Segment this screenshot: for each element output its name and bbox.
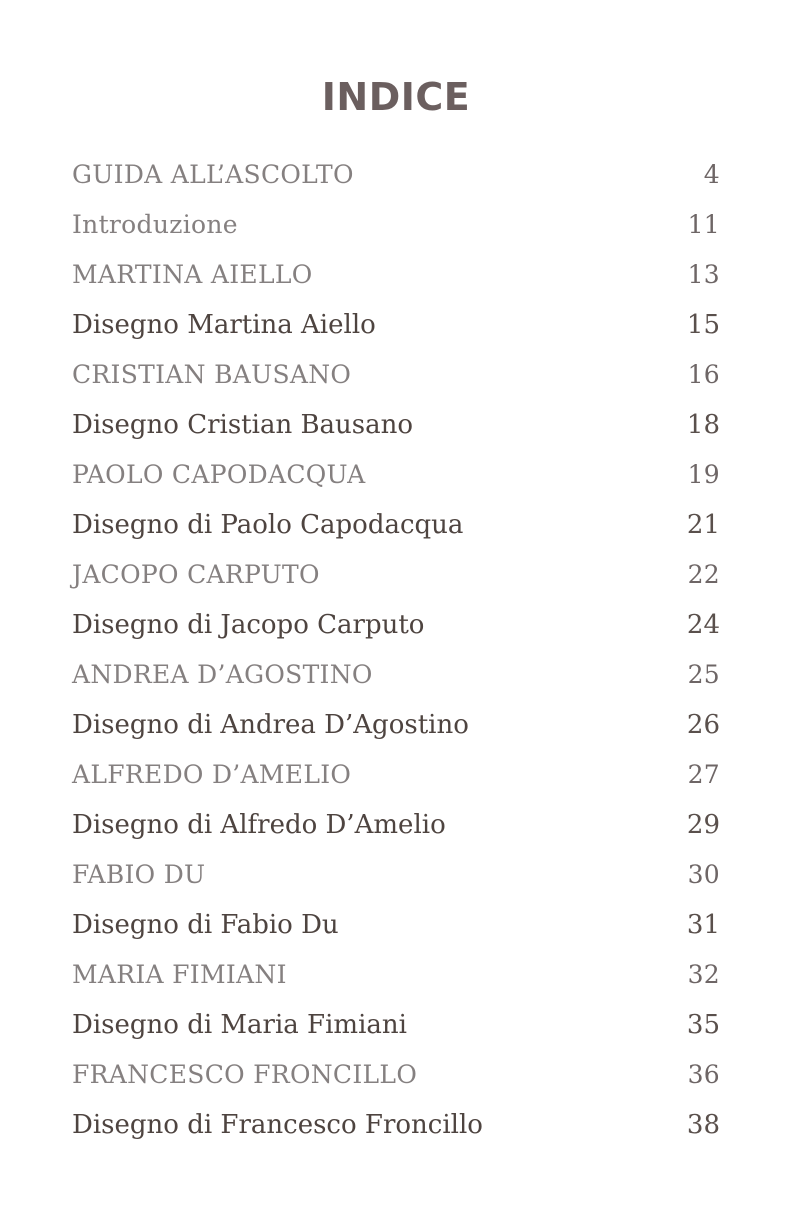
toc-entry-page-number: 31: [686, 910, 720, 940]
toc-entry-label: Disegno di Francesco Froncillo: [72, 1110, 483, 1140]
toc-entry-label: MARIA FIMIANI: [72, 960, 287, 989]
toc-entry-page-number: 27: [687, 760, 720, 789]
toc-entry-label: Disegno Cristian Bausano: [72, 410, 414, 440]
toc-entry-page-number: 18: [686, 410, 720, 440]
toc-entry-label: Disegno di Maria Fimiani: [72, 1010, 407, 1040]
toc-entry-page-number: 30: [687, 860, 720, 889]
toc-entry: [72, 800, 720, 850]
toc-entry-page-number: 24: [686, 610, 720, 640]
toc-entry-page-number: 16: [687, 360, 720, 389]
toc-entry-page-number: 32: [687, 960, 720, 989]
toc-entry-label: FABIO DU: [72, 860, 206, 889]
toc-entry: [72, 450, 720, 500]
toc-entry-page-number: 22: [687, 560, 720, 589]
toc-entry-page-number: 11: [687, 210, 720, 239]
toc-entry-page-number: 26: [686, 710, 720, 740]
toc-entry: [72, 300, 720, 350]
toc-entry: [72, 400, 720, 450]
toc-entry-page-number: 15: [686, 310, 720, 340]
toc-entry-page-number: 4: [703, 160, 720, 189]
toc-entry-page-number: 21: [686, 510, 720, 540]
toc-entry-label: Disegno di Fabio Du: [72, 910, 339, 940]
toc-entry-label: Disegno di Paolo Capodacqua: [72, 510, 464, 540]
toc-entry-page-number: 36: [687, 1060, 720, 1089]
toc-entry-label: MARTINA AIELLO: [72, 260, 313, 289]
toc-entry-page-number: 13: [687, 260, 720, 289]
toc-entry: [72, 700, 720, 750]
toc-entry-label: FRANCESCO FRONCILLO: [72, 1060, 418, 1089]
toc-entry-label: CRISTIAN BAUSANO: [72, 360, 352, 389]
toc-entry-page-number: 35: [686, 1010, 720, 1040]
toc-entry: [72, 600, 720, 650]
toc-entry-page-number: 29: [686, 810, 720, 840]
toc-entry-label: Introduzione: [72, 210, 238, 239]
toc-entry-label: ALFREDO D’AMELIO: [72, 760, 352, 789]
toc-entry: [72, 750, 720, 800]
toc-entry-label: Disegno Martina Aiello: [72, 310, 376, 340]
toc-entry: [72, 550, 720, 600]
toc-entry-label: Disegno di Andrea D’Agostino: [72, 710, 469, 740]
toc-entry: [72, 500, 720, 550]
toc-entry: [72, 250, 720, 300]
toc-entry: [72, 950, 720, 1000]
toc-entry: [72, 150, 720, 200]
toc-entry: [72, 1100, 720, 1150]
toc-entry: [72, 850, 720, 900]
toc-entry: [72, 350, 720, 400]
toc-entry-label: PAOLO CAPODACQUA: [72, 460, 366, 489]
toc-entry-label: ANDREA D’AGOSTINO: [72, 660, 373, 689]
toc-entry: [72, 900, 720, 950]
toc-entry-page-number: 38: [686, 1110, 720, 1140]
toc-entry-label: JACOPO CARPUTO: [72, 560, 320, 589]
toc-entry: [72, 650, 720, 700]
toc-entry: [72, 200, 720, 250]
toc-entry-label: Disegno di Jacopo Carputo: [72, 610, 425, 640]
toc-entry: [72, 1050, 720, 1100]
page-title: INDICE: [321, 75, 471, 119]
toc-entry-label: Disegno di Alfredo D’Amelio: [72, 810, 446, 840]
toc-entry-page-number: 25: [687, 660, 720, 689]
toc-entry-label: GUIDA ALL’ASCOLTO: [72, 160, 354, 189]
table-of-contents: [72, 150, 720, 1150]
toc-entry: [72, 1000, 720, 1050]
toc-entry-page-number: 19: [687, 460, 720, 489]
